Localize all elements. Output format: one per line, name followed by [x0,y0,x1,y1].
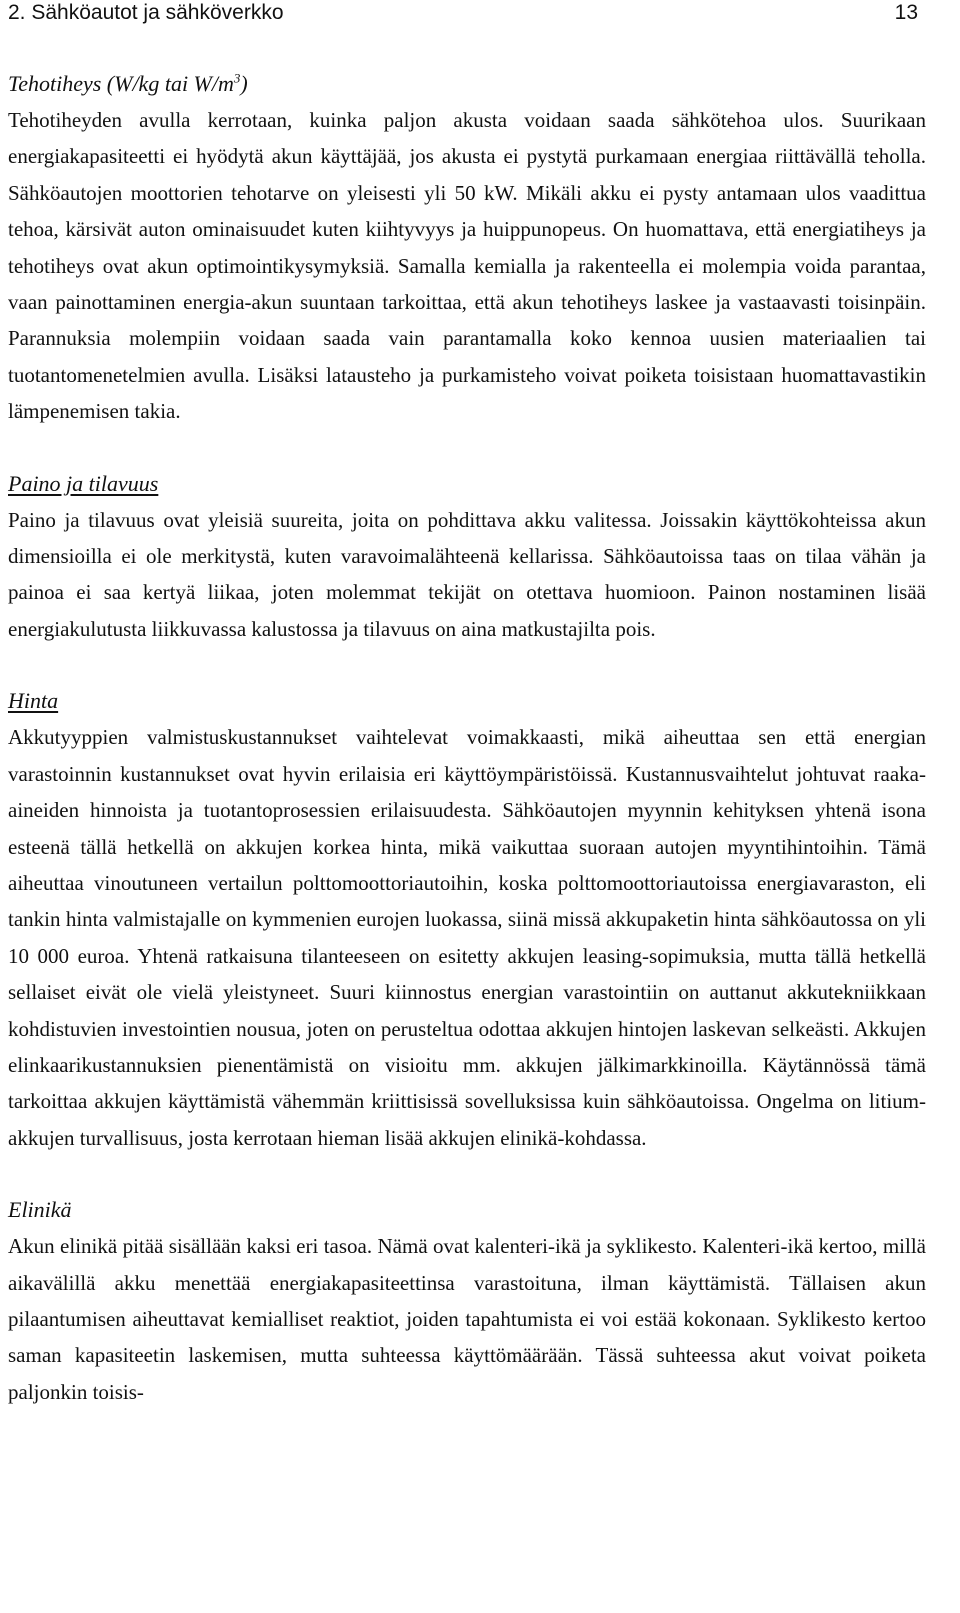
paragraph-paino: Paino ja tilavuus ovat yleisiä suureita, joita on pohdittava akku valitessa. Joissakin käyttökohteissa akun dimensioilla ei ole merkitystä, kuten varavoimalähteenä kellarissa. Sähköautoissa taas on tilaa vähän ja painoa ei saa kertyä liikaa, joten molemmat tekijät on otettava huomioon. Painon nostaminen lisää energiakulutusta liikkuvassa kalustossa ja tilavuus on aina matkustajilta pois. [8,507,926,641]
paragraph-hinta: Akkutyyppien valmistuskustannukset vaihtelevat voimakkaasti, mikä aiheuttaa sen että energian varastoinnin kustannukset ovat hyvin erilaisia eri käyttöympäristöissä. Kustannusvaihtelut johtuvat raaka-aineiden hinnoista ja tuotantoprosessien erilaisuudesta. Sähköautojen myynnin kehityksen yhtenä isona esteenä tällä hetkellä on akkujen korkea hinta, mikä vaikuttaa suoraan autojen myyntihintoihin. Tämä aiheuttaa vinoutuneen vertailun polttomoottoriautoihin, koska polttomoottoriautoissa energiavaraston, eli tankin hinta valmistajalle on kymmenien eurojen luokassa, siinä missä akkupaketin hinta sähköautossa on yli 10 000 euroa. Yhtenä ratkaisuna tilanteeseen on esitetty akkujen leasing-sopimuksia, mutta tällä hetkellä sellaiset eivät ole vielä yleistyneet. Suuri kiinnostus energian varastointiin on auttanut akkutekniikkaan kohdistuvien investointien nousua, joten on perusteltua odottaa akkujen hintojen laskevan selkeästi. Akkujen elinkaarikustannuksien pienentämistä on visioitu mm. akkujen jälkimarkkinoilla. Käytännössä tämä tarkoittaa akkujen käyttämistä vähemmän kriittisissä sovelluksissa kuin sähköautoissa. Ongelma on litium-akkujen turvallisuus, josta kerrotaan hieman lisää akkujen elinikä-kohdassa. [8,725,926,1150]
section-heading-hinta: Hinta [8,688,59,714]
paragraph-tehotiheys: Tehotiheyden avulla kerrotaan, kuinka paljon akusta voidaan saada sähkötehoa ulos. Suurikaan energiakapasiteetti ei hyödytä akun käyttäjää, jos akusta ei pystytä purkamaan energiaa riittävällä teholla. Sähköautojen moottorien tehotarve on yleisesti yli 50 kW. Mikäli akku ei pysty antamaan ulos vaadittua tehoa, kärsivät auton ominaisuudet kuten kiihtyvyys ja huippunopeus. On huomattava, että energiatiheys ja tehotiheys ovat akun optimointikysymyksiä. Samalla kemialla ja rakenteella ei molempia voida parantaa, vaan painottaminen energia-akun suuntaan tarkoittaa, että akun tehotiheys laskee ja vastaavasti toisinpäin. Parannuksia molempiin voidaan saada vain parantamalla koko kennoa uusien materiaalien tai tuotantomenetelmien avulla. Lisäksi latausteho ja purkamisteho voivat poiketa toisistaan huomattavastikin lämpenemisen takia. [8,108,926,424]
paragraph-elinika: Akun elinikä pitää sisällään kaksi eri tasoa. Nämä ovat kalenteri-ikä ja syklikesto. Kalenteri-ikä kertoo, millä aikavälillä akku menettää energiakapasiteettinsa varastoituna, ilman käyttämistä. Tällaisen akun pilaantumisen aiheuttavat kemialliset reaktiot, joiden tapahtumista ei voi estää kokonaan. Syklikesto kertoo saman kapasiteetin laskemisen, mutta suhteessa käyttömäärään. Tässä suhteessa akut voivat poiketa paljonkin toisis- [8,1234,926,1404]
section-heading-tehotiheys [8,66,926,102]
heading-text: Tehotiheys (W/kg tai W/m [8,71,234,96]
section-paino [8,466,926,648]
section-heading-elinika: Elinikä [8,1197,72,1223]
page-header [8,0,926,26]
chapter-title: 2. Sähköautot ja sähköverkko [8,1,284,24]
section-elinika [8,1192,926,1410]
heading-superscript: 3 [233,70,241,86]
section-tehotiheys [8,66,926,430]
heading-paren: ) [240,71,248,96]
section-heading-paino: Paino ja tilavuus [8,470,159,496]
page-number: 13 [894,1,918,24]
section-hinta [8,683,926,1156]
